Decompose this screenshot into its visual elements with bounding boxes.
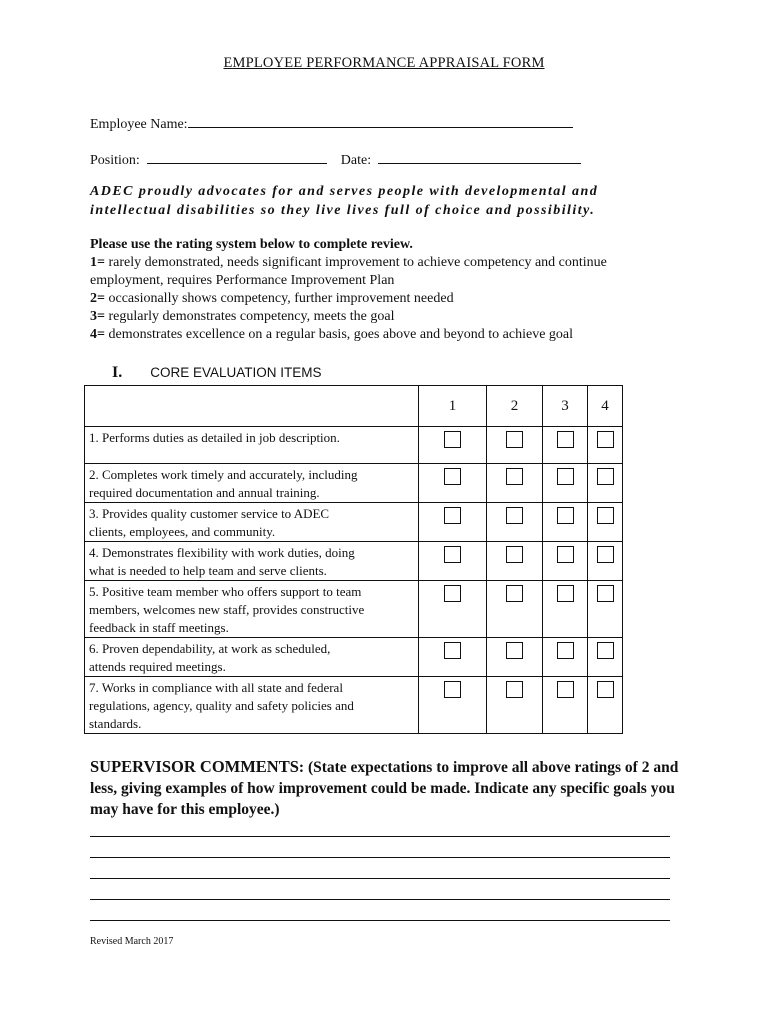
section-heading (112, 364, 322, 382)
rating-checkbox-2[interactable] (506, 585, 523, 602)
position-date-row (90, 149, 581, 169)
evaluation-item (85, 503, 419, 542)
rating-checkbox-4[interactable] (597, 681, 614, 698)
date-label: Date: (340, 153, 372, 168)
rating-checkbox-2[interactable] (506, 681, 523, 698)
rating-cell (487, 542, 543, 581)
rating-cell (588, 464, 623, 503)
table-header-row (85, 386, 623, 427)
employee-name-label: Employee Name: (90, 117, 188, 132)
evaluation-item (85, 542, 419, 581)
rating-cell (543, 677, 588, 734)
comment-line[interactable] (90, 920, 670, 921)
rating-scale-item (90, 308, 690, 326)
table-row (85, 542, 623, 581)
rating-description-cont: employment, requires Performance Improvement Plan (90, 273, 395, 288)
evaluation-item-text: 1. Performs duties as detailed in job description. (89, 430, 340, 445)
comments-label: SUPERVISOR COMMENTS (90, 757, 299, 776)
rating-cell (419, 677, 487, 734)
rating-cell (419, 581, 487, 638)
rating-checkbox-3[interactable] (557, 642, 574, 659)
rating-checkbox-4[interactable] (597, 507, 614, 524)
evaluation-item (85, 464, 419, 503)
table-row (85, 464, 623, 503)
section-title: CORE EVALUATION ITEMS (150, 365, 322, 380)
rating-checkbox-3[interactable] (557, 468, 574, 485)
column-header: 3 (543, 386, 588, 427)
evaluation-item-text: 2. Completes work timely and accurately, including (89, 467, 358, 482)
table-row (85, 503, 623, 542)
rating-scale-item (90, 326, 690, 344)
comment-line[interactable] (90, 836, 670, 837)
rating-cell (487, 464, 543, 503)
rating-checkbox-1[interactable] (444, 546, 461, 563)
rating-description: occasionally shows competency, further improvement needed (104, 291, 454, 306)
rating-cell (487, 638, 543, 677)
rating-checkbox-1[interactable] (444, 431, 461, 448)
rating-intro: Please use the rating system below to complete review. (90, 237, 413, 252)
table-row (85, 581, 623, 638)
rating-cell (419, 427, 487, 464)
rating-checkbox-4[interactable] (597, 431, 614, 448)
evaluation-item-text: 6. Proven dependability, at work as scheduled, (89, 641, 331, 656)
rating-cell (543, 427, 588, 464)
evaluation-item-text: 7. Works in compliance with all state and federal (89, 680, 343, 695)
position-field[interactable] (147, 149, 327, 164)
rating-cell (543, 581, 588, 638)
rating-checkbox-3[interactable] (557, 431, 574, 448)
comments-instructions: : (State expectations to improve all above ratings of 2 and less, giving examples of how improvement could be made. Indicate any specific goals you may have for this employee.) (90, 759, 679, 818)
rating-scale-item (90, 254, 690, 272)
rating-number: 1= (90, 255, 105, 270)
rating-cell (588, 503, 623, 542)
rating-number: 4= (90, 327, 105, 342)
position-label: Position: (90, 153, 140, 168)
mission-line: intellectual disabilities so they live lives full of choice and possibility. (90, 203, 596, 218)
rating-checkbox-4[interactable] (597, 642, 614, 659)
rating-cell (588, 581, 623, 638)
rating-cell (543, 638, 588, 677)
rating-checkbox-4[interactable] (597, 546, 614, 563)
rating-cell (543, 503, 588, 542)
rating-checkbox-3[interactable] (557, 507, 574, 524)
rating-number: 3= (90, 309, 105, 324)
evaluation-item-text: what is needed to help team and serve clients. (89, 563, 327, 578)
rating-checkbox-2[interactable] (506, 468, 523, 485)
column-header: 2 (487, 386, 543, 427)
revised-date: Revised March 2017 (90, 936, 174, 947)
rating-cell (543, 542, 588, 581)
evaluation-item-text: 5. Positive team member who offers support to team (89, 584, 362, 599)
rating-checkbox-1[interactable] (444, 468, 461, 485)
evaluation-item-text: standards. (89, 716, 142, 731)
rating-checkbox-1[interactable] (444, 585, 461, 602)
rating-cell (419, 542, 487, 581)
section-numeral: I. (112, 364, 123, 381)
evaluation-item (85, 581, 419, 638)
rating-number: 2= (90, 291, 105, 306)
evaluation-item (85, 638, 419, 677)
rating-checkbox-4[interactable] (597, 468, 614, 485)
rating-cell (419, 464, 487, 503)
rating-cell (588, 638, 623, 677)
rating-checkbox-1[interactable] (444, 642, 461, 659)
mission-statement (90, 182, 690, 220)
evaluation-item (85, 427, 419, 464)
comment-line[interactable] (90, 857, 670, 858)
rating-checkbox-3[interactable] (557, 585, 574, 602)
rating-cell (487, 503, 543, 542)
rating-cell (419, 503, 487, 542)
table-row (85, 638, 623, 677)
rating-description: regularly demonstrates competency, meets the goal (104, 309, 395, 324)
rating-checkbox-2[interactable] (506, 507, 523, 524)
rating-description: demonstrates excellence on a regular basis, goes above and beyond to achieve goal (104, 327, 574, 342)
rating-checkbox-3[interactable] (557, 546, 574, 563)
rating-cell (487, 427, 543, 464)
evaluation-item-text: feedback in staff meetings. (89, 620, 229, 635)
evaluation-item-text: 4. Demonstrates flexibility with work duties, doing (89, 545, 355, 560)
evaluation-item-text: members, welcomes new staff, provides constructive (89, 602, 365, 617)
evaluation-item (85, 677, 419, 734)
comment-line[interactable] (90, 878, 670, 879)
evaluation-item-text: clients, employees, and community. (89, 524, 276, 539)
rating-system (90, 236, 690, 344)
rating-cell (487, 677, 543, 734)
rating-cell (588, 677, 623, 734)
table-row (85, 427, 623, 464)
comment-line[interactable] (90, 899, 670, 900)
evaluation-table (84, 385, 623, 734)
evaluation-item-text: required documentation and annual training. (89, 485, 320, 500)
date-field[interactable] (378, 149, 581, 164)
supervisor-comments (90, 756, 690, 820)
rating-cell (419, 638, 487, 677)
employee-name-field[interactable] (188, 113, 573, 128)
rating-checkbox-2[interactable] (506, 546, 523, 563)
rating-checkbox-1[interactable] (444, 681, 461, 698)
rating-checkbox-2[interactable] (506, 431, 523, 448)
rating-scale-item (90, 290, 690, 308)
header-item-cell (85, 386, 419, 427)
rating-cell (588, 542, 623, 581)
table-row (85, 677, 623, 734)
rating-checkbox-1[interactable] (444, 507, 461, 524)
column-header: 1 (419, 386, 487, 427)
rating-checkbox-4[interactable] (597, 585, 614, 602)
evaluation-item-text: 3. Provides quality customer service to ADEC (89, 506, 330, 521)
rating-cell (588, 427, 623, 464)
rating-cell (487, 581, 543, 638)
evaluation-item-text: attends required meetings. (89, 659, 226, 674)
mission-line: ADEC proudly advocates for and serves people with developmental and (90, 184, 599, 199)
form-title: EMPLOYEE PERFORMANCE APPRAISAL FORM (223, 55, 545, 71)
employee-name-row (90, 113, 573, 133)
evaluation-item-text: regulations, agency, quality and safety policies and (89, 698, 354, 713)
rating-checkbox-2[interactable] (506, 642, 523, 659)
rating-cell (543, 464, 588, 503)
rating-checkbox-3[interactable] (557, 681, 574, 698)
rating-description: rarely demonstrated, needs significant improvement to achieve competency and continue (104, 255, 607, 270)
column-header: 4 (588, 386, 623, 427)
